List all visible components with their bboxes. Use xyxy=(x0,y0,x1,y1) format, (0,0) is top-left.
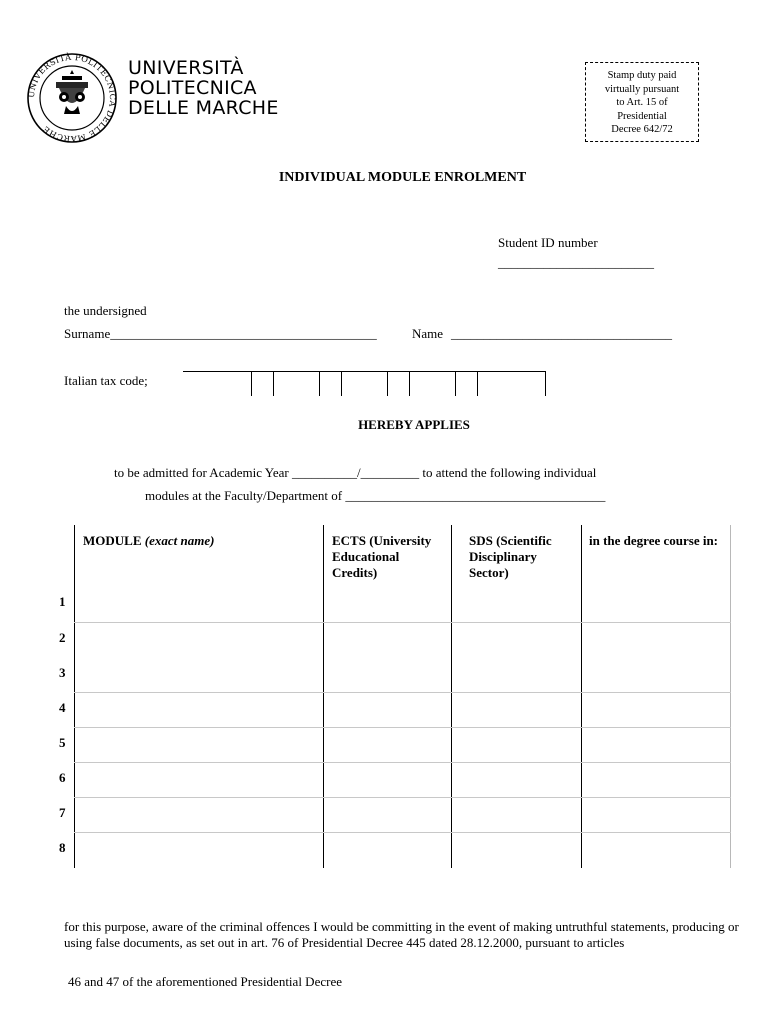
module-header-note: (exact name) xyxy=(144,533,215,548)
stamp-line: to Art. 15 of xyxy=(616,97,668,108)
table-row-divider xyxy=(74,692,731,693)
table-row-divider xyxy=(74,622,731,623)
tax-code-divider xyxy=(273,371,274,396)
column-header-module xyxy=(83,533,319,549)
row-number: 8 xyxy=(59,840,66,855)
table-row-divider xyxy=(74,762,731,763)
table-row-divider xyxy=(74,727,731,728)
tax-code-divider xyxy=(409,371,410,396)
surname-field[interactable]: Surname_________________________________________ xyxy=(64,326,377,341)
name-label: Name xyxy=(412,326,444,341)
module-header-label: MODULE xyxy=(83,533,142,548)
table-border-right xyxy=(730,525,731,868)
tax-code-label: Italian tax code; xyxy=(64,373,148,388)
column-header-sds xyxy=(469,533,579,581)
row-number: 3 xyxy=(59,665,66,680)
column-header-ects xyxy=(332,533,450,581)
university-seal-logo xyxy=(26,52,118,144)
table-column-divider xyxy=(451,525,452,868)
table-column-divider xyxy=(581,525,582,868)
undersigned-label: the undersigned xyxy=(64,303,147,318)
stamp-line: virtually pursuant xyxy=(604,83,680,95)
sds-header-line: SDS (Scientific xyxy=(469,533,552,548)
ects-header-line: ECTS (University xyxy=(332,533,432,548)
hereby-applies-heading: HEREBY APPLIES xyxy=(358,417,470,432)
sds-header-line: Disciplinary xyxy=(469,549,537,564)
row-number: 5 xyxy=(59,735,66,750)
column-header-degree-course: in the degree course in: xyxy=(589,533,719,548)
tax-code-divider xyxy=(477,371,478,396)
ects-header-line: Credits) xyxy=(332,565,378,580)
sds-header-line: Sector) xyxy=(469,565,509,580)
tax-code-divider xyxy=(455,371,456,396)
form-title: INDIVIDUAL MODULE ENROLMENT xyxy=(278,170,527,185)
row-number: 1 xyxy=(59,594,66,609)
stamp-line: Stamp duty paid xyxy=(607,70,677,81)
university-name xyxy=(128,58,279,118)
tax-code-divider xyxy=(387,371,388,396)
tax-code-divider xyxy=(251,371,252,396)
stamp-line: Decree 642/72 xyxy=(611,124,673,135)
row-number: 4 xyxy=(59,700,66,715)
tax-code-top-line xyxy=(183,371,546,372)
tax-code-divider xyxy=(341,371,342,396)
student-id-field[interactable]: ________________________ xyxy=(498,255,654,270)
tax-code-divider xyxy=(319,371,320,396)
university-name-line-1: UNIVERSITÀ xyxy=(128,57,244,79)
academic-year-line[interactable]: to be admitted for Academic Year __________/_________ to attend the following individual xyxy=(114,465,597,480)
university-name-line-2: POLITECNICA xyxy=(128,77,257,99)
seal-ring-text: UNIVERSITÀ POLITECNICA DELLE MARCHE xyxy=(26,52,118,144)
row-number: 6 xyxy=(59,770,66,785)
row-number: 2 xyxy=(59,630,66,645)
declaration-text-continued: 46 and 47 of the aforementioned Presidential Decree xyxy=(68,974,342,989)
student-id-label: Student ID number xyxy=(498,235,598,250)
row-number: 7 xyxy=(59,805,66,820)
faculty-line[interactable]: modules at the Faculty/Department of ________________________________________ xyxy=(145,488,606,503)
name-field[interactable]: __________________________________ xyxy=(451,326,672,341)
table-column-divider xyxy=(323,525,324,868)
module-table xyxy=(74,525,731,868)
university-name-line-3: DELLE MARCHE xyxy=(128,97,279,119)
ects-header-line: Educational xyxy=(332,549,400,564)
table-row-divider xyxy=(74,797,731,798)
tax-code-divider xyxy=(545,371,546,396)
table-row-divider xyxy=(74,832,731,833)
declaration-text: for this purpose, aware of the criminal offences I would be committing in the event of making untruthful statements, producing or using false documents, as set out in art. 76 of Presidential Decree 445 dated 28.12.2000, pursuant to articles xyxy=(64,919,739,950)
stamp-line: Presidential xyxy=(617,110,667,122)
stamp-duty-box xyxy=(585,62,699,142)
student-id-block xyxy=(498,233,654,273)
table-border-left xyxy=(74,525,75,868)
